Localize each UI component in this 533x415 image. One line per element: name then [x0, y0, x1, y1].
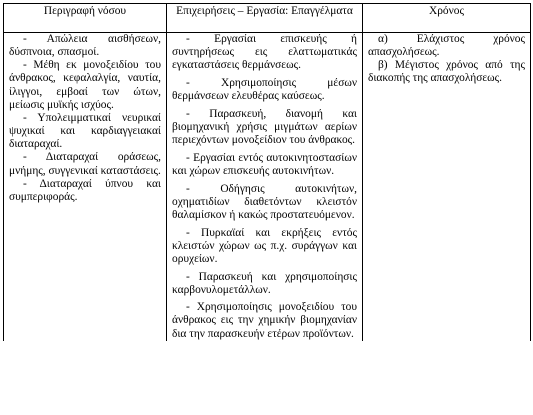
list-item: - Μέθη εκ μονοξειδίου του άνθρακος, κεφαλαλγία, ναυτία, ίλιγγοι, εμβοαί των ώτων, μείωσις μυϊκής ισχύος.	[9, 59, 161, 111]
list-item: - Οδήγησις αυτοκινήτων, οχηματιδίων διαθετόντων κλειστόν θαλαμίσκον ή κακώς προστατευόμενον.	[172, 182, 357, 221]
disease-table	[3, 3, 531, 341]
occupations-cell	[167, 33, 363, 341]
list-item: - Χρησιμοποίησις μονοξειδίου του άνθρακος εις την χημικήν βιομηχανίαν δια την παρασκευήν ετέρων προϊόντων.	[172, 301, 357, 340]
list-item: - Διαταραχαί ύπνου και συμπεριφοράς.	[9, 177, 161, 203]
table-header-row	[4, 4, 531, 33]
list-item: - Χρησιμοποίησις μέσων θερμάνσεων ελευθέρας καύσεως.	[172, 76, 357, 103]
header-time: Χρόνος	[363, 4, 531, 33]
list-item: - Παρασκευή, διανομή και βιομηχανική χρήσις μιγμάτων αερίων περιεχόντων μονοξείδιον του άνθρακος.	[172, 107, 357, 147]
list-item: - Διαταραχαί οράσεως, μνήμης, συγγενικαί καταστάσεις.	[9, 151, 161, 177]
list-item: - Απώλεια αισθήσεων, δύσπνοια, σπασμοί.	[9, 33, 161, 59]
list-item: α) Ελάχιστος χρόνος απασχολήσεως.	[368, 33, 525, 59]
list-item: - Πυρκαϊαί και εκρήξεις εντός κλειστών χώρων ως π.χ. συράγγων και ορυχείων.	[172, 226, 357, 265]
list-item: - Υπολειμματικαί νευρικαί ψυχικαί και καρδιαγγειακαί διαταραχαί.	[9, 111, 161, 151]
list-item: - Εργασίαι επισκευής ή συντηρήσεως εις ελαττωματικάς εγκαταστάσεις θερμάνσεως.	[172, 33, 357, 72]
table-row	[4, 33, 531, 341]
disease-description-cell	[4, 33, 167, 341]
list-item: - Εργασίαι εντός αυτοκινητοστασίων και χώρων επισκευής αυτοκινήτων.	[172, 151, 357, 177]
time-cell	[363, 33, 531, 341]
header-disease-description: Περιγραφή νόσου	[4, 4, 167, 33]
list-item: - Παρασκευή και χρησιμοποίησις καρβονυλομετάλλων.	[172, 270, 357, 296]
header-businesses-occupations: Επιχειρήσεις – Εργασία: Επαγγέλματα	[167, 4, 363, 33]
list-item: β) Μέγιστος χρόνος από της διακοπής της απασχολήσεως.	[368, 59, 525, 85]
